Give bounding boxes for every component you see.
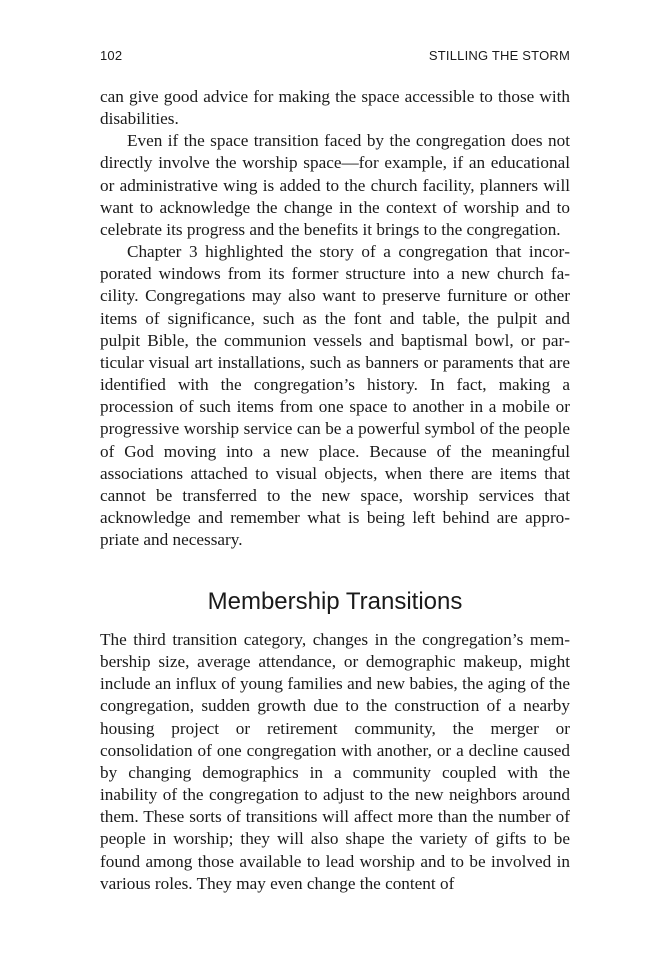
book-page [100, 0, 570, 975]
paragraph: Even if the space transition faced by the congregation does not directly involve the worship space—for example, if an educational or administrative wing is added to the church facility, planners will want to acknowledge the change in the context of worship and to celebrate its progress and the benefits it brings to the congregation. [100, 131, 570, 239]
running-head [100, 48, 570, 68]
running-title: STILLING THE STORM [428, 48, 570, 63]
section-heading: Membership Transitions [207, 588, 463, 615]
paragraph: Chapter 3 highlighted the story of a congregation that incorporated windows from its former structure into a new church facility. Congregations may also want to preserve furniture or other items of significance, such as the font and table, the pulpit and pulpit Bible, the communion vessels and baptismal bowl, or particular visual art installations, such as banners or paraments that are identified with the congregation’s history. In fact, making a procession of such items from one space to another in a mobile or progressive worship service can be a powerful symbol of the people of God moving into a new place. Because of the meaningful associations attached to visual objects, when there are items that cannot be transferred to the new space, worship services that acknowledge and remember what is being left behind are appropriate and necessary. [100, 242, 570, 550]
body-text-top [100, 86, 570, 551]
paragraph: The third transition category, changes in the congregation’s membership size, average attendance, or demographic makeup, might include an influx of young families and new babies, the aging of the congregation, sudden growth due to the construction of a nearby housing project or retirement community, the merger or consolidation of one congregation with another, or a decline caused by changing demographics in a community coupled with the inability of the congregation to adjust to the new neighbors around them. These sorts of transitions will affect more than the number of people in worship; they will also shape the variety of gifts to be found among those available to lead worship and to be involved in various roles. They may even change the content of [100, 630, 570, 893]
body-text-bottom [100, 629, 570, 895]
paragraph-continued: can give good advice for making the space accessible to those with disabilities. [100, 87, 570, 129]
page-number: 102 [100, 48, 123, 63]
